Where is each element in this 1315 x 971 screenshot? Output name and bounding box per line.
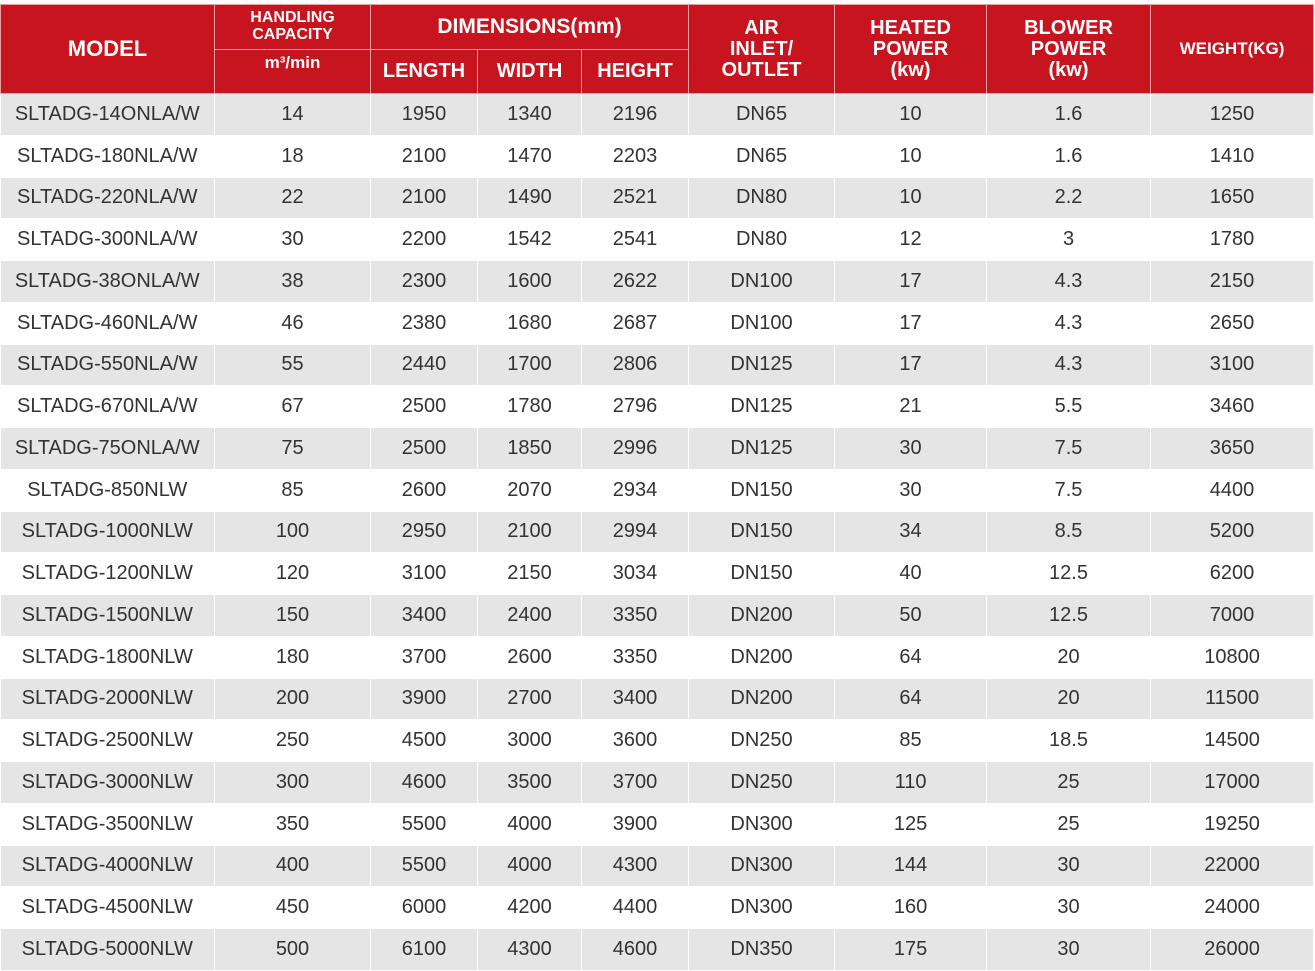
cell-capacity: 67 [215, 386, 371, 428]
header-capacity-line1: HANDLING [250, 9, 335, 27]
cell-weight: 6200 [1151, 553, 1314, 595]
cell-length: 5500 [371, 803, 478, 845]
cell-height: 2994 [582, 511, 689, 553]
cell-heated-power: 64 [835, 678, 987, 720]
table-row [1, 678, 1314, 720]
header-blower-line2: POWER [1030, 37, 1107, 60]
cell-heated-power: 64 [835, 636, 987, 678]
cell-air-inlet-outlet: DN65 [689, 135, 835, 177]
spec-table-container [0, 4, 1315, 971]
cell-width: 4200 [478, 887, 582, 929]
header-length: LENGTH [371, 50, 478, 94]
cell-capacity: 500 [215, 929, 371, 971]
header-capacity-unit: m³/min [215, 50, 371, 94]
header-width: WIDTH [478, 50, 582, 94]
cell-weight: 14500 [1151, 720, 1314, 762]
header-air-line3: OUTLET [721, 58, 802, 81]
cell-blower-power: 8.5 [987, 511, 1151, 553]
cell-length: 2100 [371, 177, 478, 219]
cell-capacity: 450 [215, 887, 371, 929]
cell-capacity: 46 [215, 302, 371, 344]
cell-weight: 7000 [1151, 595, 1314, 637]
header-air [689, 5, 835, 94]
table-row [1, 135, 1314, 177]
cell-weight: 3650 [1151, 428, 1314, 470]
cell-height: 4600 [582, 929, 689, 971]
cell-model: SLTADG-2000NLW [1, 678, 215, 720]
table-row [1, 636, 1314, 678]
table-row [1, 261, 1314, 303]
cell-model: SLTADG-300NLA/W [1, 219, 215, 261]
cell-capacity: 55 [215, 344, 371, 386]
header-height: HEIGHT [582, 50, 689, 94]
cell-model: SLTADG-220NLA/W [1, 177, 215, 219]
cell-heated-power: 175 [835, 929, 987, 971]
cell-model: SLTADG-1000NLW [1, 511, 215, 553]
cell-heated-power: 125 [835, 803, 987, 845]
table-row [1, 511, 1314, 553]
cell-heated-power: 10 [835, 94, 987, 136]
cell-heated-power: 17 [835, 261, 987, 303]
cell-weight: 2650 [1151, 302, 1314, 344]
spec-table [0, 4, 1314, 971]
cell-length: 3900 [371, 678, 478, 720]
cell-weight: 26000 [1151, 929, 1314, 971]
cell-model: SLTADG-3500NLW [1, 803, 215, 845]
cell-weight: 3460 [1151, 386, 1314, 428]
cell-height: 2622 [582, 261, 689, 303]
cell-weight: 1780 [1151, 219, 1314, 261]
cell-air-inlet-outlet: DN80 [689, 219, 835, 261]
header-heated-line3: (kw) [890, 58, 931, 81]
cell-capacity: 22 [215, 177, 371, 219]
cell-height: 2996 [582, 428, 689, 470]
cell-heated-power: 40 [835, 553, 987, 595]
cell-air-inlet-outlet: DN350 [689, 929, 835, 971]
cell-length: 5500 [371, 845, 478, 887]
header-heated-line1: HEATED [870, 16, 951, 39]
table-row [1, 887, 1314, 929]
table-row [1, 386, 1314, 428]
cell-width: 2700 [478, 678, 582, 720]
cell-width: 4300 [478, 929, 582, 971]
cell-blower-power: 30 [987, 929, 1151, 971]
cell-height: 2196 [582, 94, 689, 136]
cell-length: 2380 [371, 302, 478, 344]
table-row [1, 720, 1314, 762]
header-blower-power [987, 5, 1151, 94]
cell-blower-power: 2.2 [987, 177, 1151, 219]
cell-blower-power: 1.6 [987, 94, 1151, 136]
cell-length: 2200 [371, 219, 478, 261]
cell-height: 2521 [582, 177, 689, 219]
cell-height: 2541 [582, 219, 689, 261]
cell-width: 2400 [478, 595, 582, 637]
header-blower-line3: (kw) [1048, 58, 1089, 81]
cell-width: 1340 [478, 94, 582, 136]
cell-capacity: 30 [215, 219, 371, 261]
cell-weight: 1410 [1151, 135, 1314, 177]
cell-height: 2796 [582, 386, 689, 428]
table-row [1, 428, 1314, 470]
cell-length: 2100 [371, 135, 478, 177]
cell-height: 3700 [582, 762, 689, 804]
cell-weight: 11500 [1151, 678, 1314, 720]
cell-heated-power: 10 [835, 177, 987, 219]
cell-air-inlet-outlet: DN65 [689, 94, 835, 136]
cell-model: SLTADG-1800NLW [1, 636, 215, 678]
cell-blower-power: 7.5 [987, 469, 1151, 511]
cell-height: 3600 [582, 720, 689, 762]
cell-width: 2100 [478, 511, 582, 553]
header-capacity [215, 5, 371, 50]
cell-heated-power: 21 [835, 386, 987, 428]
cell-width: 1542 [478, 219, 582, 261]
cell-blower-power: 1.6 [987, 135, 1151, 177]
table-row [1, 94, 1314, 136]
cell-length: 2500 [371, 386, 478, 428]
cell-model: SLTADG-850NLW [1, 469, 215, 511]
cell-capacity: 400 [215, 845, 371, 887]
cell-blower-power: 4.3 [987, 302, 1151, 344]
cell-heated-power: 12 [835, 219, 987, 261]
header-heated-line2: POWER [872, 37, 949, 60]
cell-weight: 24000 [1151, 887, 1314, 929]
cell-air-inlet-outlet: DN200 [689, 595, 835, 637]
cell-weight: 2150 [1151, 261, 1314, 303]
cell-heated-power: 34 [835, 511, 987, 553]
header-air-line2: INLET/ [729, 37, 794, 60]
cell-weight: 10800 [1151, 636, 1314, 678]
cell-blower-power: 18.5 [987, 720, 1151, 762]
cell-air-inlet-outlet: DN300 [689, 803, 835, 845]
cell-capacity: 120 [215, 553, 371, 595]
cell-heated-power: 50 [835, 595, 987, 637]
table-row [1, 177, 1314, 219]
cell-model: SLTADG-4000NLW [1, 845, 215, 887]
cell-blower-power: 5.5 [987, 386, 1151, 428]
cell-width: 1680 [478, 302, 582, 344]
cell-blower-power: 25 [987, 803, 1151, 845]
cell-capacity: 100 [215, 511, 371, 553]
cell-heated-power: 30 [835, 428, 987, 470]
cell-width: 1780 [478, 386, 582, 428]
cell-capacity: 18 [215, 135, 371, 177]
cell-capacity: 250 [215, 720, 371, 762]
cell-width: 2150 [478, 553, 582, 595]
table-row [1, 302, 1314, 344]
cell-height: 4300 [582, 845, 689, 887]
cell-air-inlet-outlet: DN200 [689, 678, 835, 720]
cell-weight: 1250 [1151, 94, 1314, 136]
cell-blower-power: 4.3 [987, 344, 1151, 386]
cell-weight: 3100 [1151, 344, 1314, 386]
cell-width: 1470 [478, 135, 582, 177]
cell-width: 4000 [478, 803, 582, 845]
cell-blower-power: 7.5 [987, 428, 1151, 470]
cell-air-inlet-outlet: DN250 [689, 720, 835, 762]
cell-weight: 1650 [1151, 177, 1314, 219]
cell-length: 3400 [371, 595, 478, 637]
cell-air-inlet-outlet: DN150 [689, 511, 835, 553]
cell-width: 4000 [478, 845, 582, 887]
cell-model: SLTADG-670NLA/W [1, 386, 215, 428]
cell-heated-power: 85 [835, 720, 987, 762]
cell-weight: 17000 [1151, 762, 1314, 804]
cell-heated-power: 30 [835, 469, 987, 511]
cell-air-inlet-outlet: DN125 [689, 344, 835, 386]
cell-height: 2806 [582, 344, 689, 386]
cell-height: 2934 [582, 469, 689, 511]
cell-capacity: 180 [215, 636, 371, 678]
cell-model: SLTADG-3000NLW [1, 762, 215, 804]
cell-weight: 5200 [1151, 511, 1314, 553]
cell-air-inlet-outlet: DN150 [689, 469, 835, 511]
cell-length: 1950 [371, 94, 478, 136]
cell-model: SLTADG-2500NLW [1, 720, 215, 762]
cell-capacity: 300 [215, 762, 371, 804]
cell-model: SLTADG-38ONLA/W [1, 261, 215, 303]
cell-width: 3500 [478, 762, 582, 804]
header-weight: WEIGHT(KG) [1151, 5, 1314, 94]
cell-blower-power: 30 [987, 887, 1151, 929]
cell-length: 4600 [371, 762, 478, 804]
cell-width: 1490 [478, 177, 582, 219]
header-heated-power [835, 5, 987, 94]
cell-capacity: 200 [215, 678, 371, 720]
cell-width: 1850 [478, 428, 582, 470]
table-row [1, 219, 1314, 261]
header-dimensions: DIMENSIONS(mm) [371, 5, 689, 50]
cell-capacity: 350 [215, 803, 371, 845]
cell-blower-power: 12.5 [987, 553, 1151, 595]
cell-model: SLTADG-4500NLW [1, 887, 215, 929]
header-model: MODEL [1, 5, 215, 94]
cell-model: SLTADG-14ONLA/W [1, 94, 215, 136]
cell-weight: 4400 [1151, 469, 1314, 511]
cell-length: 2440 [371, 344, 478, 386]
cell-air-inlet-outlet: DN300 [689, 845, 835, 887]
cell-width: 1600 [478, 261, 582, 303]
cell-length: 2300 [371, 261, 478, 303]
cell-height: 3400 [582, 678, 689, 720]
table-row [1, 344, 1314, 386]
cell-heated-power: 17 [835, 302, 987, 344]
cell-air-inlet-outlet: DN80 [689, 177, 835, 219]
table-row [1, 803, 1314, 845]
cell-height: 2687 [582, 302, 689, 344]
cell-length: 2950 [371, 511, 478, 553]
cell-model: SLTADG-180NLA/W [1, 135, 215, 177]
cell-blower-power: 3 [987, 219, 1151, 261]
table-row [1, 762, 1314, 804]
cell-blower-power: 4.3 [987, 261, 1151, 303]
cell-height: 3900 [582, 803, 689, 845]
cell-capacity: 14 [215, 94, 371, 136]
cell-capacity: 38 [215, 261, 371, 303]
cell-width: 2600 [478, 636, 582, 678]
cell-width: 3000 [478, 720, 582, 762]
cell-length: 6100 [371, 929, 478, 971]
cell-length: 3100 [371, 553, 478, 595]
header-blower-line1: BLOWER [1024, 16, 1113, 39]
cell-model: SLTADG-460NLA/W [1, 302, 215, 344]
cell-heated-power: 17 [835, 344, 987, 386]
cell-heated-power: 110 [835, 762, 987, 804]
cell-blower-power: 20 [987, 678, 1151, 720]
cell-air-inlet-outlet: DN100 [689, 302, 835, 344]
cell-air-inlet-outlet: DN150 [689, 553, 835, 595]
cell-heated-power: 10 [835, 135, 987, 177]
table-row [1, 595, 1314, 637]
cell-width: 2070 [478, 469, 582, 511]
cell-capacity: 85 [215, 469, 371, 511]
cell-height: 3034 [582, 553, 689, 595]
cell-blower-power: 30 [987, 845, 1151, 887]
header-air-line1: AIR [744, 16, 779, 39]
cell-weight: 19250 [1151, 803, 1314, 845]
cell-heated-power: 144 [835, 845, 987, 887]
table-row [1, 929, 1314, 971]
cell-air-inlet-outlet: DN250 [689, 762, 835, 804]
cell-length: 2600 [371, 469, 478, 511]
cell-model: SLTADG-75ONLA/W [1, 428, 215, 470]
cell-model: SLTADG-1200NLW [1, 553, 215, 595]
cell-model: SLTADG-5000NLW [1, 929, 215, 971]
cell-model: SLTADG-550NLA/W [1, 344, 215, 386]
cell-height: 4400 [582, 887, 689, 929]
cell-air-inlet-outlet: DN100 [689, 261, 835, 303]
header-capacity-line2: CAPACITY [252, 26, 333, 43]
cell-blower-power: 25 [987, 762, 1151, 804]
cell-model: SLTADG-1500NLW [1, 595, 215, 637]
cell-height: 3350 [582, 595, 689, 637]
cell-air-inlet-outlet: DN125 [689, 428, 835, 470]
cell-height: 2203 [582, 135, 689, 177]
cell-air-inlet-outlet: DN300 [689, 887, 835, 929]
cell-capacity: 150 [215, 595, 371, 637]
cell-heated-power: 160 [835, 887, 987, 929]
cell-blower-power: 12.5 [987, 595, 1151, 637]
cell-blower-power: 20 [987, 636, 1151, 678]
cell-weight: 22000 [1151, 845, 1314, 887]
table-row [1, 469, 1314, 511]
table-body [1, 94, 1314, 971]
table-header [1, 5, 1314, 94]
cell-length: 6000 [371, 887, 478, 929]
cell-height: 3350 [582, 636, 689, 678]
cell-length: 2500 [371, 428, 478, 470]
cell-capacity: 75 [215, 428, 371, 470]
table-row [1, 845, 1314, 887]
cell-air-inlet-outlet: DN125 [689, 386, 835, 428]
table-row [1, 553, 1314, 595]
cell-length: 4500 [371, 720, 478, 762]
cell-length: 3700 [371, 636, 478, 678]
cell-width: 1700 [478, 344, 582, 386]
cell-air-inlet-outlet: DN200 [689, 636, 835, 678]
